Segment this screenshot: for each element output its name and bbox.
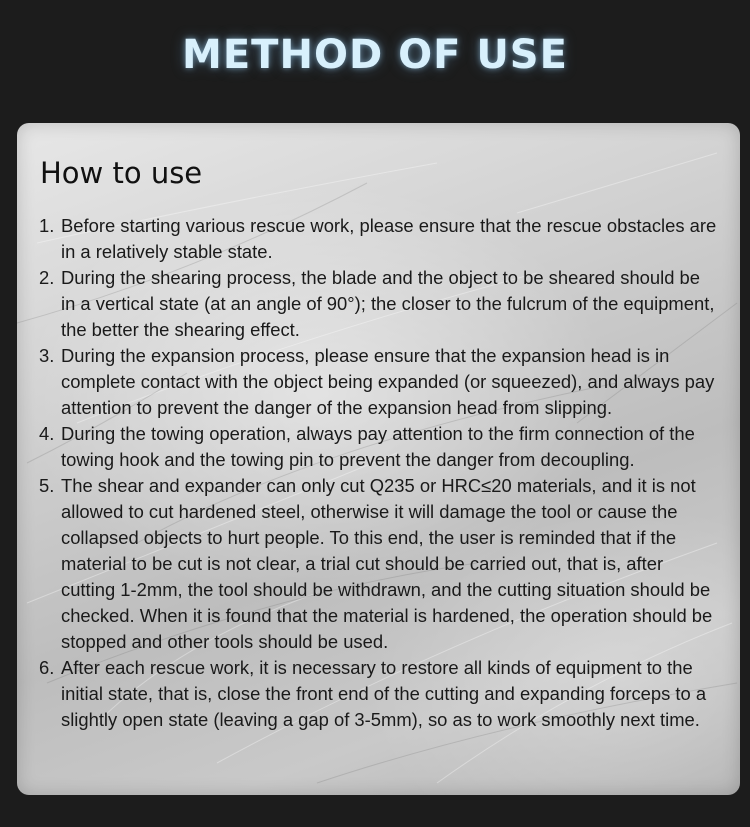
- instruction-text: During the towing operation, always pay attention to the firm connection of the towing hook and the towing pin to prevent the danger from decoupling.: [61, 423, 695, 470]
- section-heading: How to use: [40, 156, 203, 190]
- instruction-text: During the shearing process, the blade and the object to be sheared should be in a vertical state (at an angle of 90°); the closer to the fulcrum of the equipment, the better the shearing effect.: [61, 267, 715, 340]
- instruction-list: [39, 213, 719, 733]
- instruction-item: [39, 655, 719, 733]
- instruction-text: Before starting various rescue work, please ensure that the rescue obstacles are in a relatively stable state.: [61, 215, 717, 262]
- instruction-item: [39, 421, 719, 473]
- instruction-item: [39, 265, 719, 343]
- instruction-number: 4.: [39, 423, 55, 444]
- instruction-number: 3.: [39, 345, 55, 366]
- instructions-panel: [17, 123, 740, 795]
- instruction-item: [39, 343, 719, 421]
- instruction-item: [39, 473, 719, 655]
- instruction-text: During the expansion process, please ensure that the expansion head is in complete contact with the object being expanded (or squeezed), and always pay attention to prevent the danger of the expansion head from slipping.: [61, 345, 715, 418]
- instruction-number: 5.: [39, 475, 55, 496]
- instruction-text: The shear and expander can only cut Q235 or HRC≤20 materials, and it is not allowed to cut hardened steel, otherwise it will damage the tool or cause the collapsed objects to hurt people. To this end, the user is reminded that if the material to be cut is not clear, a trial cut should be carried out, that is, after cutting 1-2mm, the tool should be withdrawn, and the cutting situation should be checked. When it is found that the material is hardened, the operation should be stopped and other tools should be used.: [61, 475, 713, 652]
- instruction-number: 1.: [39, 215, 55, 236]
- instruction-number: 6.: [39, 657, 55, 678]
- instruction-text: After each rescue work, it is necessary to restore all kinds of equipment to the initial state, that is, close the front end of the cutting and expanding forceps to a slightly open state (leaving a gap of 3-5mm), so as to work smoothly next time.: [61, 657, 707, 730]
- page-title: METHOD OF USE: [182, 32, 568, 78]
- instruction-item: [39, 213, 719, 265]
- instruction-number: 2.: [39, 267, 55, 288]
